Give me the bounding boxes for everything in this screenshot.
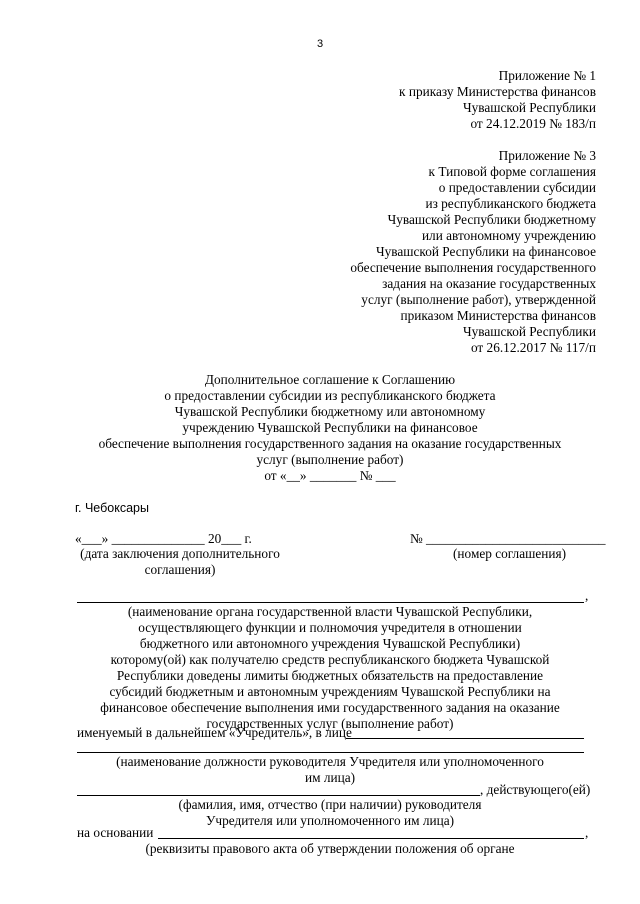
title-line: от «__» _______ № ___ — [264, 468, 396, 483]
caption-line: (дата заключения дополнительного — [80, 546, 280, 561]
comma: , — [585, 825, 589, 840]
appendix-3-line: из республиканского бюджета — [425, 196, 596, 211]
appendix-1-line: Чувашской Республики — [462, 100, 596, 115]
number-line: № ___________________________ — [410, 531, 606, 546]
caption-line: бюджетного или автономного учреждения Чувашской Республики) — [139, 636, 521, 651]
basis-label: на основании — [77, 825, 154, 840]
organ-caption — [60, 604, 600, 732]
representative-underline — [346, 738, 584, 739]
position-underline — [77, 752, 584, 753]
appendix-3-line: о предоставлении субсидии — [438, 180, 596, 195]
title-line: Дополнительное соглашение к Соглашению — [204, 372, 456, 387]
appendix-1-line: от 24.12.2019 № 183/п — [470, 116, 596, 131]
appendix-3-header — [350, 148, 596, 356]
appendix-3-line: обеспечение выполнения государственного — [350, 260, 596, 275]
act-caption — [60, 841, 600, 857]
fio-underline — [77, 795, 480, 796]
title-line: Чувашской Республики бюджетному или автономному — [174, 404, 486, 419]
caption-line: Республики доведены лимиты бюджетных обязательств на предоставление — [116, 668, 544, 683]
appendix-3-line: Чувашской Республики — [462, 324, 596, 339]
document-title — [60, 372, 600, 484]
comma: , — [585, 588, 589, 603]
caption-line: соглашения) — [144, 562, 216, 577]
title-line: обеспечение выполнения государственного задания на оказание государственных — [98, 436, 562, 451]
title-line: о предоставлении субсидии из республиканского бюджета — [164, 388, 496, 403]
caption-line: осуществляющего функции и полномочия учредителя в отношении — [138, 620, 522, 635]
page-number: 3 — [316, 38, 324, 50]
appendix-3-line: Чувашской Республики на финансовое — [376, 244, 596, 259]
caption-line: финансовое обеспечение выполнения ими государственного задания на оказание — [100, 700, 560, 715]
appendix-3-line: задания на оказание государственных — [382, 276, 596, 291]
appendix-1-line: к приказу Министерства финансов — [399, 84, 596, 99]
caption-line: (фамилия, имя, отчество (при наличии) руководителя — [178, 797, 482, 812]
basis-underline — [158, 838, 584, 839]
appendix-3-line: приказом Министерства финансов — [400, 308, 596, 323]
caption-line: (наименование органа государственной власти Чувашской Республики, — [127, 604, 533, 619]
caption-line: (наименование должности руководителя Учредителя или уполномоченного — [116, 754, 544, 769]
appendix-3-line: от 26.12.2017 № 117/п — [470, 340, 596, 355]
title-line: учреждению Чувашской Республики на финансовое — [182, 420, 478, 435]
date-caption — [65, 546, 295, 578]
named-line: именуемый в дальнейшем «Учредитель», в лице — [77, 725, 352, 740]
title-line: услуг (выполнение работ) — [256, 452, 404, 467]
date-line: «___» ______________ 20___ г. — [75, 531, 252, 546]
caption-line: государственных услуг (выполнение работ) — [206, 716, 454, 731]
appendix-3-line: Приложение № 3 — [498, 148, 596, 163]
appendix-3-line: к Типовой форме соглашения — [428, 164, 596, 179]
caption-line: субсидий бюджетным и автономным учреждениям Чувашской Республики на — [109, 684, 551, 699]
appendix-3-line: Чувашской Республики бюджетному — [387, 212, 596, 227]
city: г. Чебоксары — [75, 501, 149, 515]
organ-name-underline — [77, 602, 584, 603]
appendix-1-header — [399, 68, 596, 132]
appendix-1-line: Приложение № 1 — [498, 68, 596, 83]
appendix-3-line: или автономному учреждению — [421, 228, 596, 243]
caption-line: им лица) — [304, 770, 356, 785]
appendix-3-line: услуг (выполнение работ), утвержденной — [361, 292, 596, 307]
caption-line: Учредителя или уполномоченного им лица) — [205, 813, 455, 828]
acting-label: , действующего(ей) — [480, 782, 591, 797]
caption-line: которому(ой) как получателю средств республиканского бюджета Чувашской — [110, 652, 550, 667]
number-caption: (номер соглашения) — [453, 546, 567, 561]
caption-line: (реквизиты правового акта об утверждении положения об органе — [145, 841, 515, 856]
